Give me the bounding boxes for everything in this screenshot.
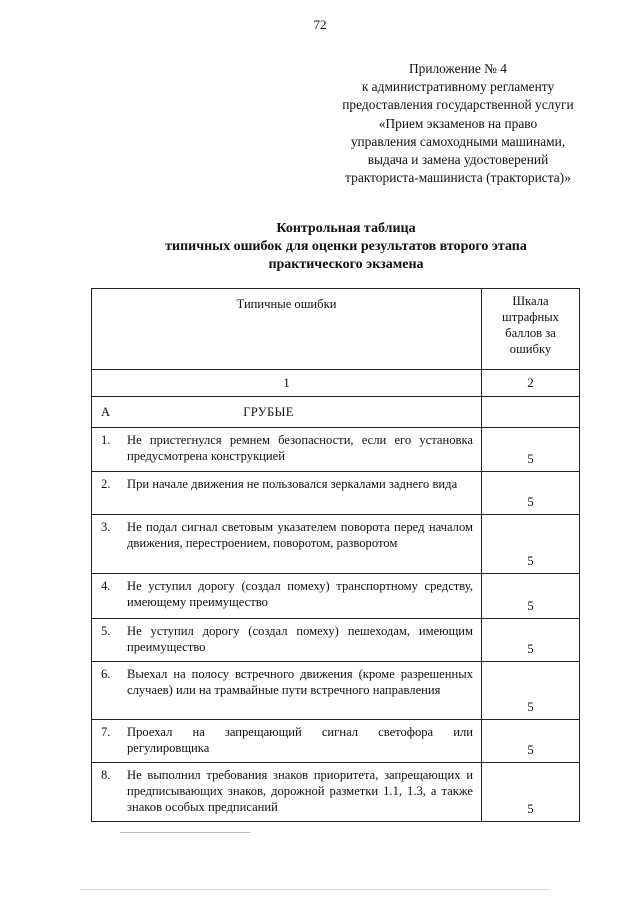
section-row	[92, 397, 580, 428]
row-text: Не уступил дорогу (создал помеху) пешеходам, имеющим преимущество	[127, 624, 473, 654]
header-typical-errors: Типичные ошибки	[92, 289, 482, 370]
header-penalty-line: штрафных	[502, 310, 559, 324]
appendix-line: выдача и замена удостоверений	[367, 152, 549, 168]
title-line: типичных ошибок для оценки результатов второго этапа	[165, 239, 527, 254]
row-number: 8.	[101, 768, 111, 782]
row-number: 7.	[101, 725, 111, 739]
header-penalty-line: ошибку	[509, 342, 552, 356]
appendix-line: к административному регламенту	[361, 79, 555, 95]
appendix-line: Приложение № 4	[408, 61, 508, 76]
row-number: 1.	[101, 433, 111, 447]
row-text: При начале движения не пользовался зеркалами заднего вида	[127, 477, 458, 491]
row-penalty: 5	[482, 619, 580, 662]
table-row	[92, 574, 580, 619]
row-number: 2.	[101, 477, 111, 491]
row-penalty: 5	[482, 515, 580, 574]
scan-artifact-line	[80, 889, 550, 890]
row-text: Выехал на полосу встречного движения (кроме разрешенных случаев) или на трамвайные пути встречного направления	[127, 667, 473, 697]
appendix-line: тракториста-машиниста (тракториста)»	[345, 170, 571, 186]
section-name: ГРУБЫЕ	[243, 405, 294, 419]
row-penalty: 5	[482, 662, 580, 720]
row-text: Не выполнил требования знаков приоритета, запрещающих и предписывающих знаков, дорожной разметки 1.1, 1.3, а также знаков особых предписаний	[127, 768, 473, 814]
row-text: Проехал на запрещающий сигнал светофора или регулировщика	[127, 725, 473, 755]
row-penalty: 5	[482, 472, 580, 515]
table-row	[92, 515, 580, 574]
row-text: Не уступил дорогу (создал помеху) транспортному средству, имеющему преимущество	[127, 579, 473, 609]
document-title	[96, 220, 596, 274]
row-number: 4.	[101, 579, 111, 593]
table-row	[92, 720, 580, 763]
table-row	[92, 763, 580, 822]
appendix-line: управления самоходными машинами,	[350, 133, 566, 149]
column-number-row	[92, 370, 580, 397]
section-letter: А	[101, 405, 111, 419]
row-number: 6.	[101, 667, 111, 681]
row-penalty: 5	[482, 428, 580, 472]
title-line: практического экзамена	[268, 257, 424, 272]
title-line: Контрольная таблица	[276, 221, 416, 236]
table-row	[92, 428, 580, 472]
page-number: 72	[313, 17, 327, 32]
appendix-header	[320, 60, 596, 187]
header-penalty-scale	[482, 289, 580, 370]
row-number: 5.	[101, 624, 111, 638]
row-text: Не подал сигнал световым указателем поворота перед началом движения, перестроением, поворотом, разворотом	[127, 520, 473, 550]
table-row	[92, 662, 580, 720]
table-row	[92, 472, 580, 515]
row-penalty: 5	[482, 574, 580, 619]
appendix-line: предоставления государственной услуги	[342, 97, 574, 113]
row-text: Не пристегнулся ремнем безопасности, если его установка предусмотрена конструкцией	[127, 433, 473, 463]
header-penalty-line: баллов за	[505, 326, 556, 340]
row-number: 3.	[101, 520, 111, 534]
table-row	[92, 619, 580, 662]
header-penalty-line: Шкала	[512, 294, 549, 308]
row-penalty: 5	[482, 720, 580, 763]
column-number: 1	[92, 370, 482, 397]
appendix-line: «Прием экзаменов на право	[378, 115, 538, 131]
errors-table	[91, 288, 580, 822]
table-header-row	[92, 289, 580, 370]
scan-artifact-line	[120, 832, 250, 833]
row-penalty: 5	[482, 763, 580, 822]
column-number: 2	[482, 370, 580, 397]
